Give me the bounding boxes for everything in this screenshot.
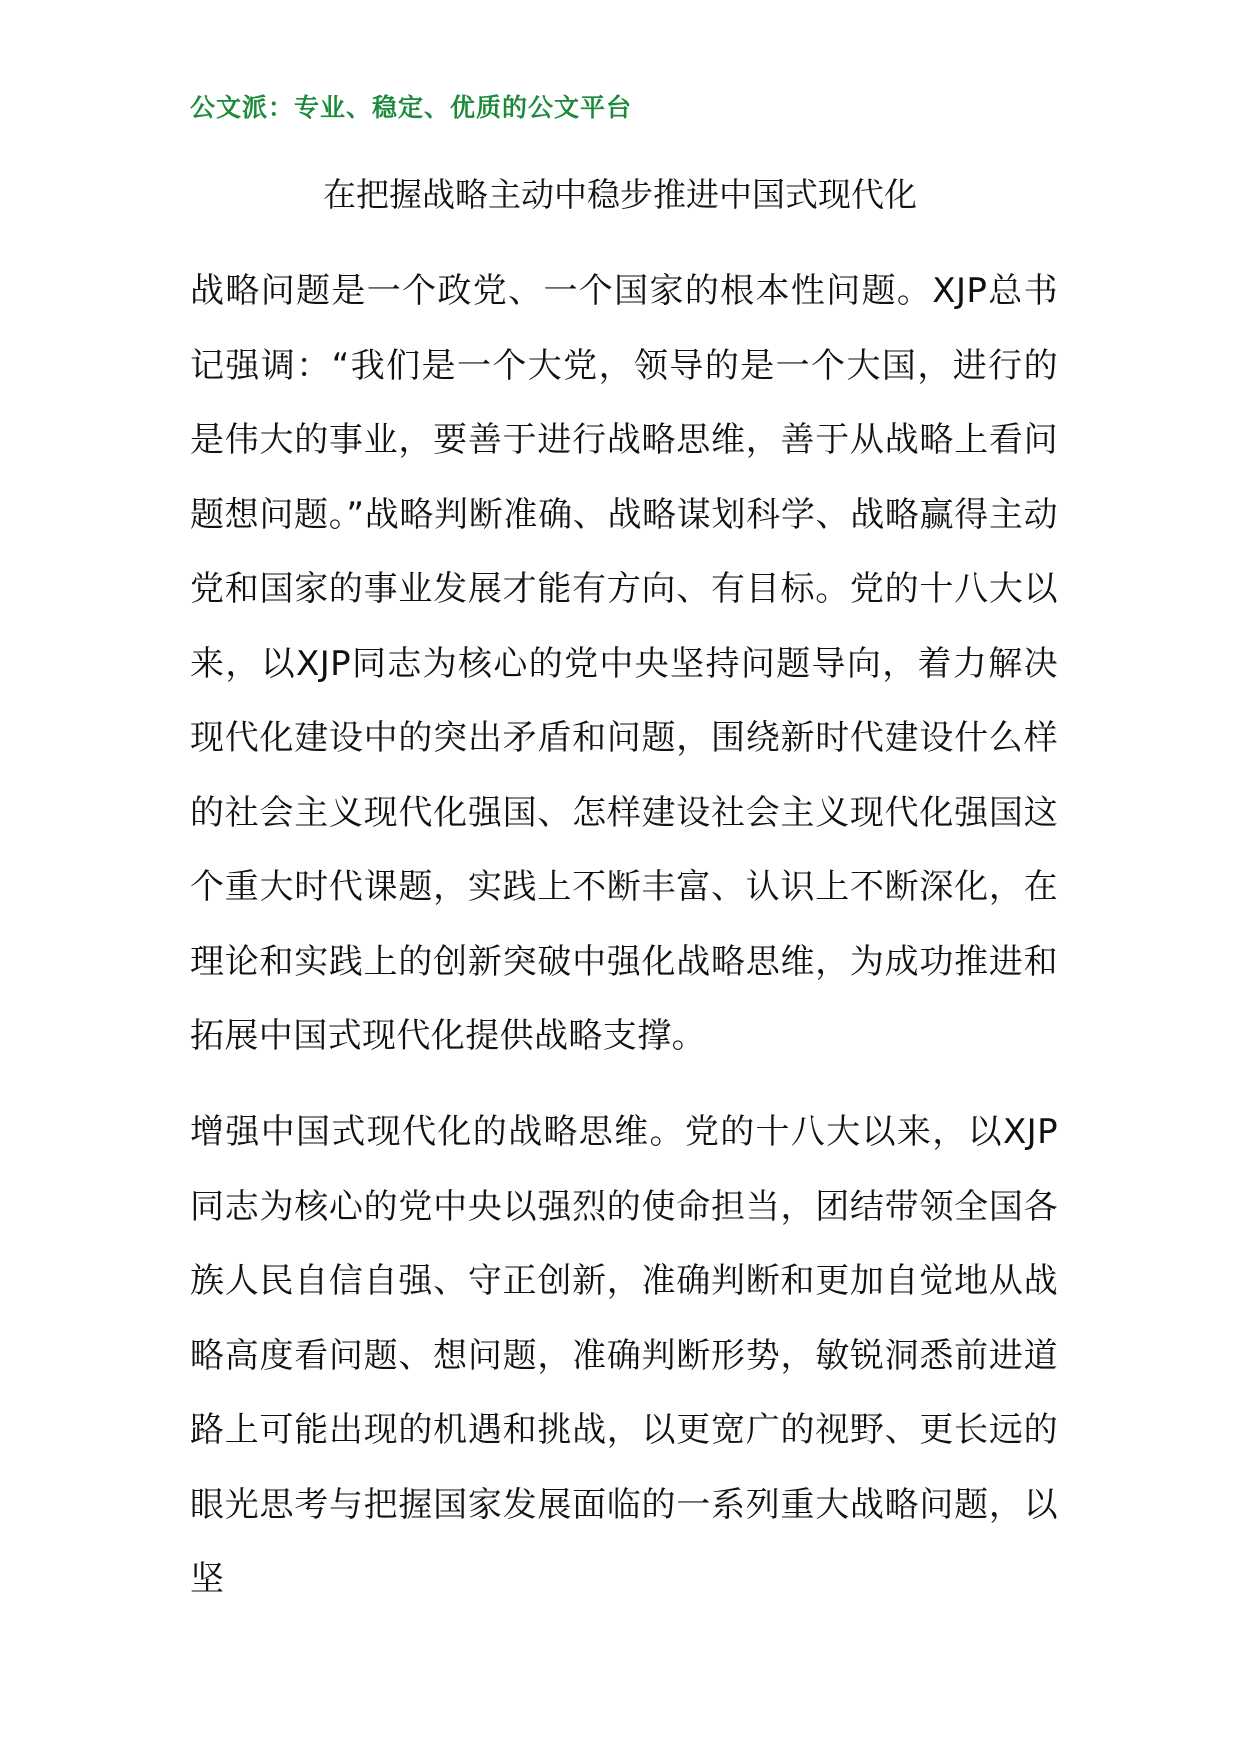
- body-paragraph-2: 增强中国式现代化的战略思维。党的十八大以来，以XJP同志为核心的党中央以强烈的使命担当，团结带领全国各族人民自信自强、守正创新，准确判断和更加自觉地从战略高度看问题、想问题，准确判断形势，敏锐洞悉前进道路上可能出现的机遇和挑战，以更宽广的视野、更长远的眼光思考与把握国家发展面临的一系列重大战略问题，以坚: [190, 1112, 1058, 1599]
- document-title: 在把握战略主动中稳步推进中国式现代化: [323, 175, 917, 214]
- body-paragraph-1: 战略问题是一个政党、一个国家的根本性问题。XJP总书记强调：“我们是一个大党，领导的是一个大国，进行的是伟大的事业，要善于进行战略思维，善于从战略上看问题想问题。”战略判断准确、战略谋划科学、战略赢得主动党和国家的事业发展才能有方向、有目标。党的十八大以来，以XJP同志为核心的党中央坚持问题导向，着力解决现代化建设中的突出矛盾和问题，围绕新时代建设什么样的社会主义现代化强国、怎样建设社会主义现代化强国这个重大时代课题，实践上不断丰富、认识上不断深化，在理论和实践上的创新突破中强化战略思维，为成功推进和拓展中国式现代化提供战略支撑。: [190, 271, 1058, 1056]
- header-brand-text: 公文派：专业、稳定、优质的公文平台: [190, 93, 633, 122]
